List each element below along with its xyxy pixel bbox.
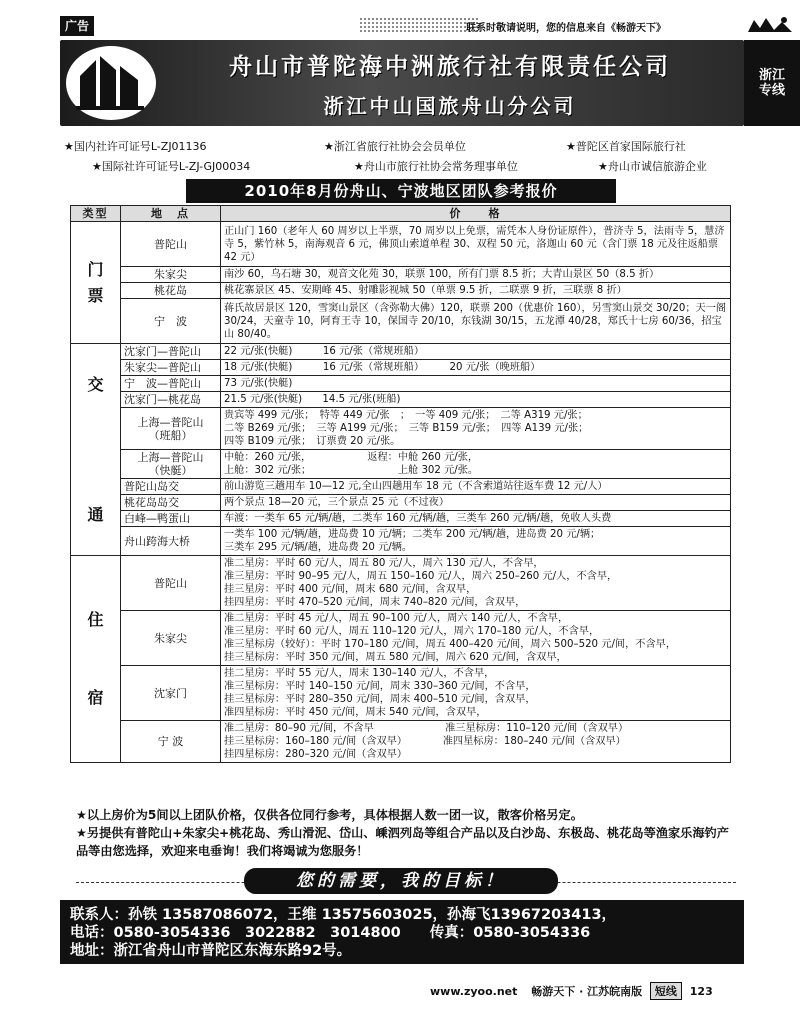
side-tab-label: 浙江专线 (758, 68, 785, 98)
place-cell: 桃花岛 (121, 283, 221, 299)
side-tab-zhejiang (744, 40, 800, 126)
table-row (71, 299, 731, 344)
top-strip (0, 0, 800, 38)
place-cell: 上海—普陀山 （班船） (121, 408, 221, 450)
branch-name: 浙江中山国旅舟山分公司 (323, 94, 577, 118)
contact-phone: 电话：0580-3054336 3022882 3014800 传真：0580-3054336 (70, 925, 591, 941)
table-row (71, 611, 731, 666)
place-cell: 普陀山 (121, 222, 221, 267)
company-name: 舟山市普陀海中洲旅行社有限责任公司 (229, 54, 671, 80)
price-table (70, 205, 731, 763)
star-icon: ★ (598, 160, 608, 173)
company-logo (66, 46, 156, 120)
page-number: 123 (689, 985, 713, 998)
place-cell: 宁 波—普陀山 (121, 376, 221, 392)
star-icon: ★ (354, 160, 364, 173)
category-transport: 交 通 (71, 344, 121, 556)
price-cell: 桃花寨景区 45、安期峰 45、射雕影视城 50（单票 9.5 折，二联票 9 折，三联票 8 折） (221, 283, 731, 299)
slogan: 您的需要，我的目标！ (244, 868, 558, 894)
ad-label: 广告 (60, 16, 94, 36)
price-cell: 蒋氏故居景区 120，雪窦山景区（含弥勒大佛）120，联票 200（优惠价 160），另雪窦山景交 30/20；天一阁 30/24，天童寺 10，阿育王寺 10，保国寺 20/10，东钱湖 30/15，五龙潭 40/28，郑氏十七房 60/36，招宝山 80/40。 (221, 299, 731, 344)
license-item (566, 138, 686, 154)
table-row (71, 721, 731, 763)
place-cell: 朱家尖 (121, 611, 221, 666)
license-text: 舟山市旅行社协会常务理事单位 (363, 160, 518, 173)
column-header-type: 类型 (71, 206, 121, 222)
price-cell: 73 元/张(快艇) (221, 376, 731, 392)
place-cell: 沈家门—普陀山 (121, 344, 221, 360)
column-header-price: 价 格 (221, 206, 731, 222)
price-cell: 中舱：260 元/张， 返程：中舱 260 元/张， 上舱：302 元/张； 上舱 302 元/张。 (221, 450, 731, 479)
star-icon: ★ (324, 140, 334, 153)
table-row (71, 511, 731, 527)
license-item (354, 158, 518, 174)
place-cell: 白峰—鸭蛋山 (121, 511, 221, 527)
price-cell: 车渡：一类车 65 元/辆/趟，二类车 160 元/辆/趟，三类车 260 元/辆/趟，免收人头费 (221, 511, 731, 527)
contact-address: 地址：浙江省舟山市普陀区东海东路92号。 (70, 943, 352, 959)
category-tickets: 门 票 (71, 222, 121, 344)
price-cell: 21.5 元/张(快艇) 14.5 元/张(班船) (221, 392, 731, 408)
price-cell: 准二星房：平时 45 元/人，周五 90–100 元/人，周六 140 元/人，不含早， 准三星房：平时 60 元/人，周五 110–120 元/人，周六 170–180 元/人，不含早， 准三星标房（较好）：平时 170–180 元/间，周五 400–420 元/间，周六 500–520 元/间，不含早， 挂三星标房：平时 350 元/间，周五 580 元/间，周六 620 元/间，含双早， (221, 611, 731, 666)
table-row (71, 408, 731, 450)
place-cell: 上海—普陀山 （快艇） (121, 450, 221, 479)
price-cell: 一类车 100 元/辆/趟，进岛费 10 元/辆；二类车 200 元/辆/趟，进岛费 20 元/辆； 三类车 295 元/辆/趟，进岛费 20 元/辆。 (221, 527, 731, 556)
price-cell: 18 元/张(快艇) 16 元/张（常规班船） 20 元/张（晚班船） (221, 360, 731, 376)
star-icon: ★ (64, 140, 74, 153)
table-row (71, 450, 731, 479)
table-row (71, 283, 731, 299)
table-row (71, 527, 731, 556)
place-cell: 桃花岛岛交 (121, 495, 221, 511)
license-item (598, 158, 707, 174)
decorative-pattern (360, 18, 480, 34)
price-cell: 准二星房：80–90 元/间，不含早 准三星标房：110–120 元/间（含双早） 挂三星标房：160–180 元/间（含双早） 准四星标房：180–240 元/间（含双早） 挂四星标房：280–320 元/间（含双早） (221, 721, 731, 763)
footer-magazine: 畅游天下 · 江苏皖南版 (531, 985, 643, 998)
table-row (71, 222, 731, 267)
price-cell: 前山游览三趟用车 10—12 元,全山四趟用车 18 元（不含索道站往返车费 12 元/人） (221, 479, 731, 495)
table-row (71, 392, 731, 408)
note-line: ★另提供有普陀山+朱家尖+桃花岛、秀山滑泥、岱山、嵊泗列岛等组合产品以及白沙岛、东极岛、桃花岛等渔家乐海钓产品等由您选择，欢迎来电垂询！我们将竭诚为您服务！ (76, 826, 729, 858)
price-cell: 挂二星房：平时 55 元/人，周末 130–140 元/人，不含早， 准三星标房：平时 140–150 元/间，周末 330–360 元/间，不含早， 挂三星标房：平时 280–350 元/间，周末 400–510 元/间，含双早， 准四星标房：平时 450 元/间，周末 540 元/间，含双早， (221, 666, 731, 721)
category-lodging: 住 宿 (71, 556, 121, 763)
table-header-row (71, 206, 731, 222)
table-row (71, 267, 731, 283)
footer-site: www.zyoo.net (430, 985, 518, 998)
buildings-logo-icon (66, 46, 156, 120)
license-text: 浙江省旅行社协会会员单位 (333, 140, 466, 153)
price-table-title: 2010年8月份舟山、宁波地区团队参考报价 (186, 179, 616, 203)
contact-people: 联系人：孙铁 13587086072，王维 13575603025，孙海飞13967203413， (70, 907, 617, 923)
place-cell: 普陀山岛交 (121, 479, 221, 495)
table-row (71, 376, 731, 392)
license-text: 舟山市诚信旅游企业 (607, 160, 707, 173)
place-cell: 宁 波 (121, 299, 221, 344)
price-cell: 贵宾等 499 元/张； 特等 449 元/张 ； 一等 409 元/张； 二等 A319 元/张； 二等 B269 元/张； 三等 A199 元/张； 三等 B159 元/张； 四等 A139 元/张； 四等 B109 元/张； 订票费 20 元/张。 (221, 408, 731, 450)
page-footer (430, 982, 713, 1000)
table-row (71, 479, 731, 495)
license-item (92, 158, 250, 174)
table-row (71, 556, 731, 611)
place-cell: 沈家门—桃花岛 (121, 392, 221, 408)
price-cell: 南沙 60，乌石塘 30，观音文化苑 30，联票 100，所有门票 8.5 折；大青山景区 50（8.5 折） (221, 267, 731, 283)
license-text: 普陀区首家国际旅行社 (575, 140, 686, 153)
license-text: 国际社许可证号L-ZJ-GJ00034 (101, 160, 251, 173)
table-row (71, 666, 731, 721)
column-header-place: 地 点 (121, 206, 221, 222)
license-text: 国内社许可证号L-ZJ01136 (73, 140, 207, 153)
magazine-logo-icon (744, 14, 796, 36)
place-cell: 普陀山 (121, 556, 221, 611)
place-cell: 朱家尖 (121, 267, 221, 283)
star-icon: ★ (566, 140, 576, 153)
license-item (324, 138, 466, 154)
price-cell: 准二星房：平时 60 元/人，周五 80 元/人，周六 130 元/人，不含早， 准三星房：平时 90–95 元/人，周五 150–160 元/人，周六 250–260 元/人，不含早， 挂三星房：平时 400 元/间，周末 680 元/间，含双早， 挂四星房：平时 470–520 元/间，周末 740–820 元/间，含双早， (221, 556, 731, 611)
place-cell: 宁 波 (121, 721, 221, 763)
note-line: ★以上房价为5间以上团队价格，仅供各位同行参考，具体根据人数一团一议，散客价格另定。 (76, 808, 583, 822)
star-icon: ★ (92, 160, 102, 173)
table-row (71, 344, 731, 360)
place-cell: 沈家门 (121, 666, 221, 721)
place-cell: 朱家尖—普陀山 (121, 360, 221, 376)
contact-block (60, 900, 744, 964)
table-row (71, 495, 731, 511)
place-cell: 舟山跨海大桥 (121, 527, 221, 556)
source-note: 联系时敬请说明，您的信息来自《畅游天下》 (466, 23, 666, 34)
license-item (64, 138, 207, 154)
notes (76, 806, 736, 860)
table-row (71, 360, 731, 376)
price-cell: 两个景点 18—20 元，三个景点 25 元（不过夜） (221, 495, 731, 511)
price-cell: 正山门 160（老年人 60 周岁以上半票，70 周岁以上免票，需凭本人身份证原件），普济寺 5，法雨寺 5，慧济寺 5，紫竹林 5，南海观音 6 元，佛顶山索道单程 30、双程 50 元，洛迦山 60 元（含门票 18 元及往返船票 42 元） (221, 222, 731, 267)
footer-badge: 短线 (650, 982, 682, 1000)
price-cell: 22 元/张(快艇) 16 元/张（常规班船） (221, 344, 731, 360)
